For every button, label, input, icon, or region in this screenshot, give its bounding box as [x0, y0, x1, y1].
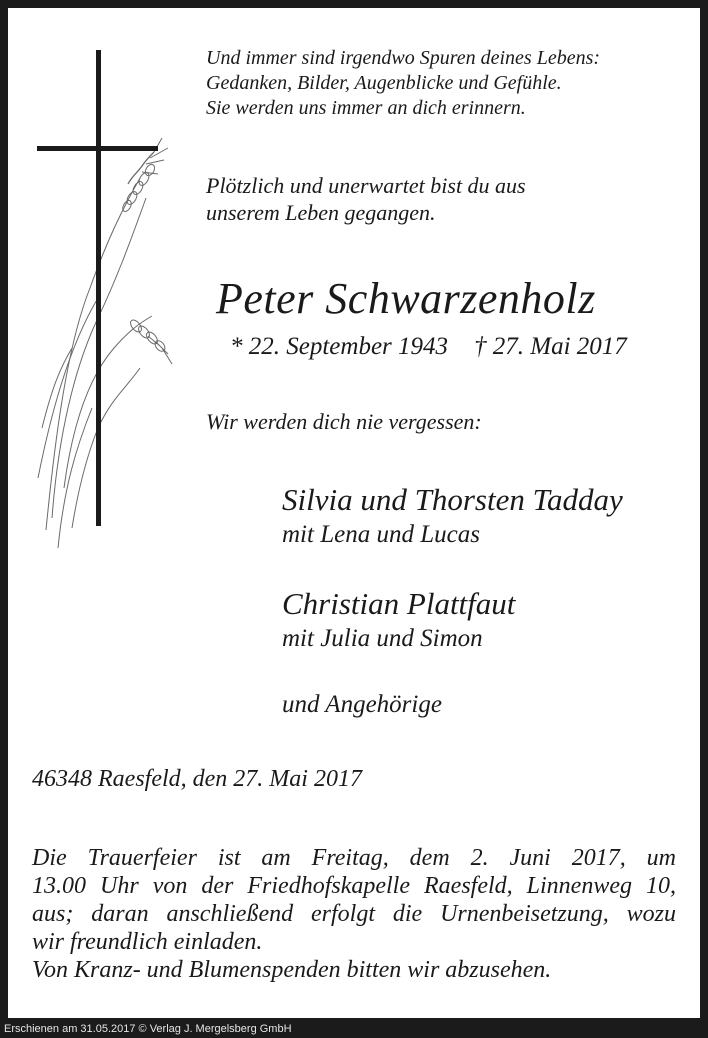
- intro-line: unserem Leben gegangen.: [206, 200, 436, 225]
- service-line: aus; daran anschließend erfolgt die Urnenbeisetzung, wozu: [32, 901, 676, 927]
- place-and-date: 46348 Raesfeld, den 27. Mai 2017: [32, 766, 362, 792]
- poem-verse: [206, 46, 600, 121]
- mourner-names: Christian Plattfaut: [282, 586, 516, 621]
- mourner-names: Silvia und Thorsten Tadday: [282, 482, 623, 517]
- obituary-card: [8, 8, 700, 1018]
- service-line: Die Trauerfeier ist am Freitag, dem 2. Juni 2017, um: [32, 845, 676, 871]
- poem-line: Gedanken, Bilder, Augenblicke und Gefühle.: [206, 72, 562, 94]
- publication-footer: Erschienen am 31.05.2017 © Verlag J. Mergelsberg GmbH: [4, 1023, 292, 1035]
- life-dates: [230, 332, 627, 362]
- funeral-service-info: [32, 844, 676, 984]
- birth-date: * 22. September 1943: [230, 333, 449, 360]
- deceased-name: Peter Schwarzenholz: [216, 274, 596, 323]
- cross-icon: [37, 50, 158, 526]
- death-date: † 27. Mai 2017: [474, 333, 627, 360]
- poem-line: Und immer sind irgendwo Spuren deines Lebens:: [206, 47, 601, 69]
- intro-line: Plötzlich und unerwartet bist du aus: [206, 173, 526, 198]
- poem-line: Sie werden uns immer an dich erinnern.: [206, 97, 526, 119]
- cross-with-wheat-illustration: [28, 48, 188, 548]
- service-line: Von Kranz- und Blumenspenden bitten wir abzusehen.: [32, 957, 552, 983]
- intro-text: [206, 172, 526, 226]
- service-line: wir freundlich einladen.: [32, 929, 263, 955]
- wheat-icon: [38, 138, 172, 548]
- service-line: 13.00 Uhr von der Friedhofskapelle Raesfeld, Linnenweg 10,: [32, 873, 676, 899]
- mourner-children: mit Julia und Simon: [282, 625, 483, 652]
- relatives-line: und Angehörige: [282, 691, 442, 718]
- farewell-line: Wir werden dich nie vergessen:: [206, 409, 482, 434]
- mourner-children: mit Lena und Lucas: [282, 521, 480, 548]
